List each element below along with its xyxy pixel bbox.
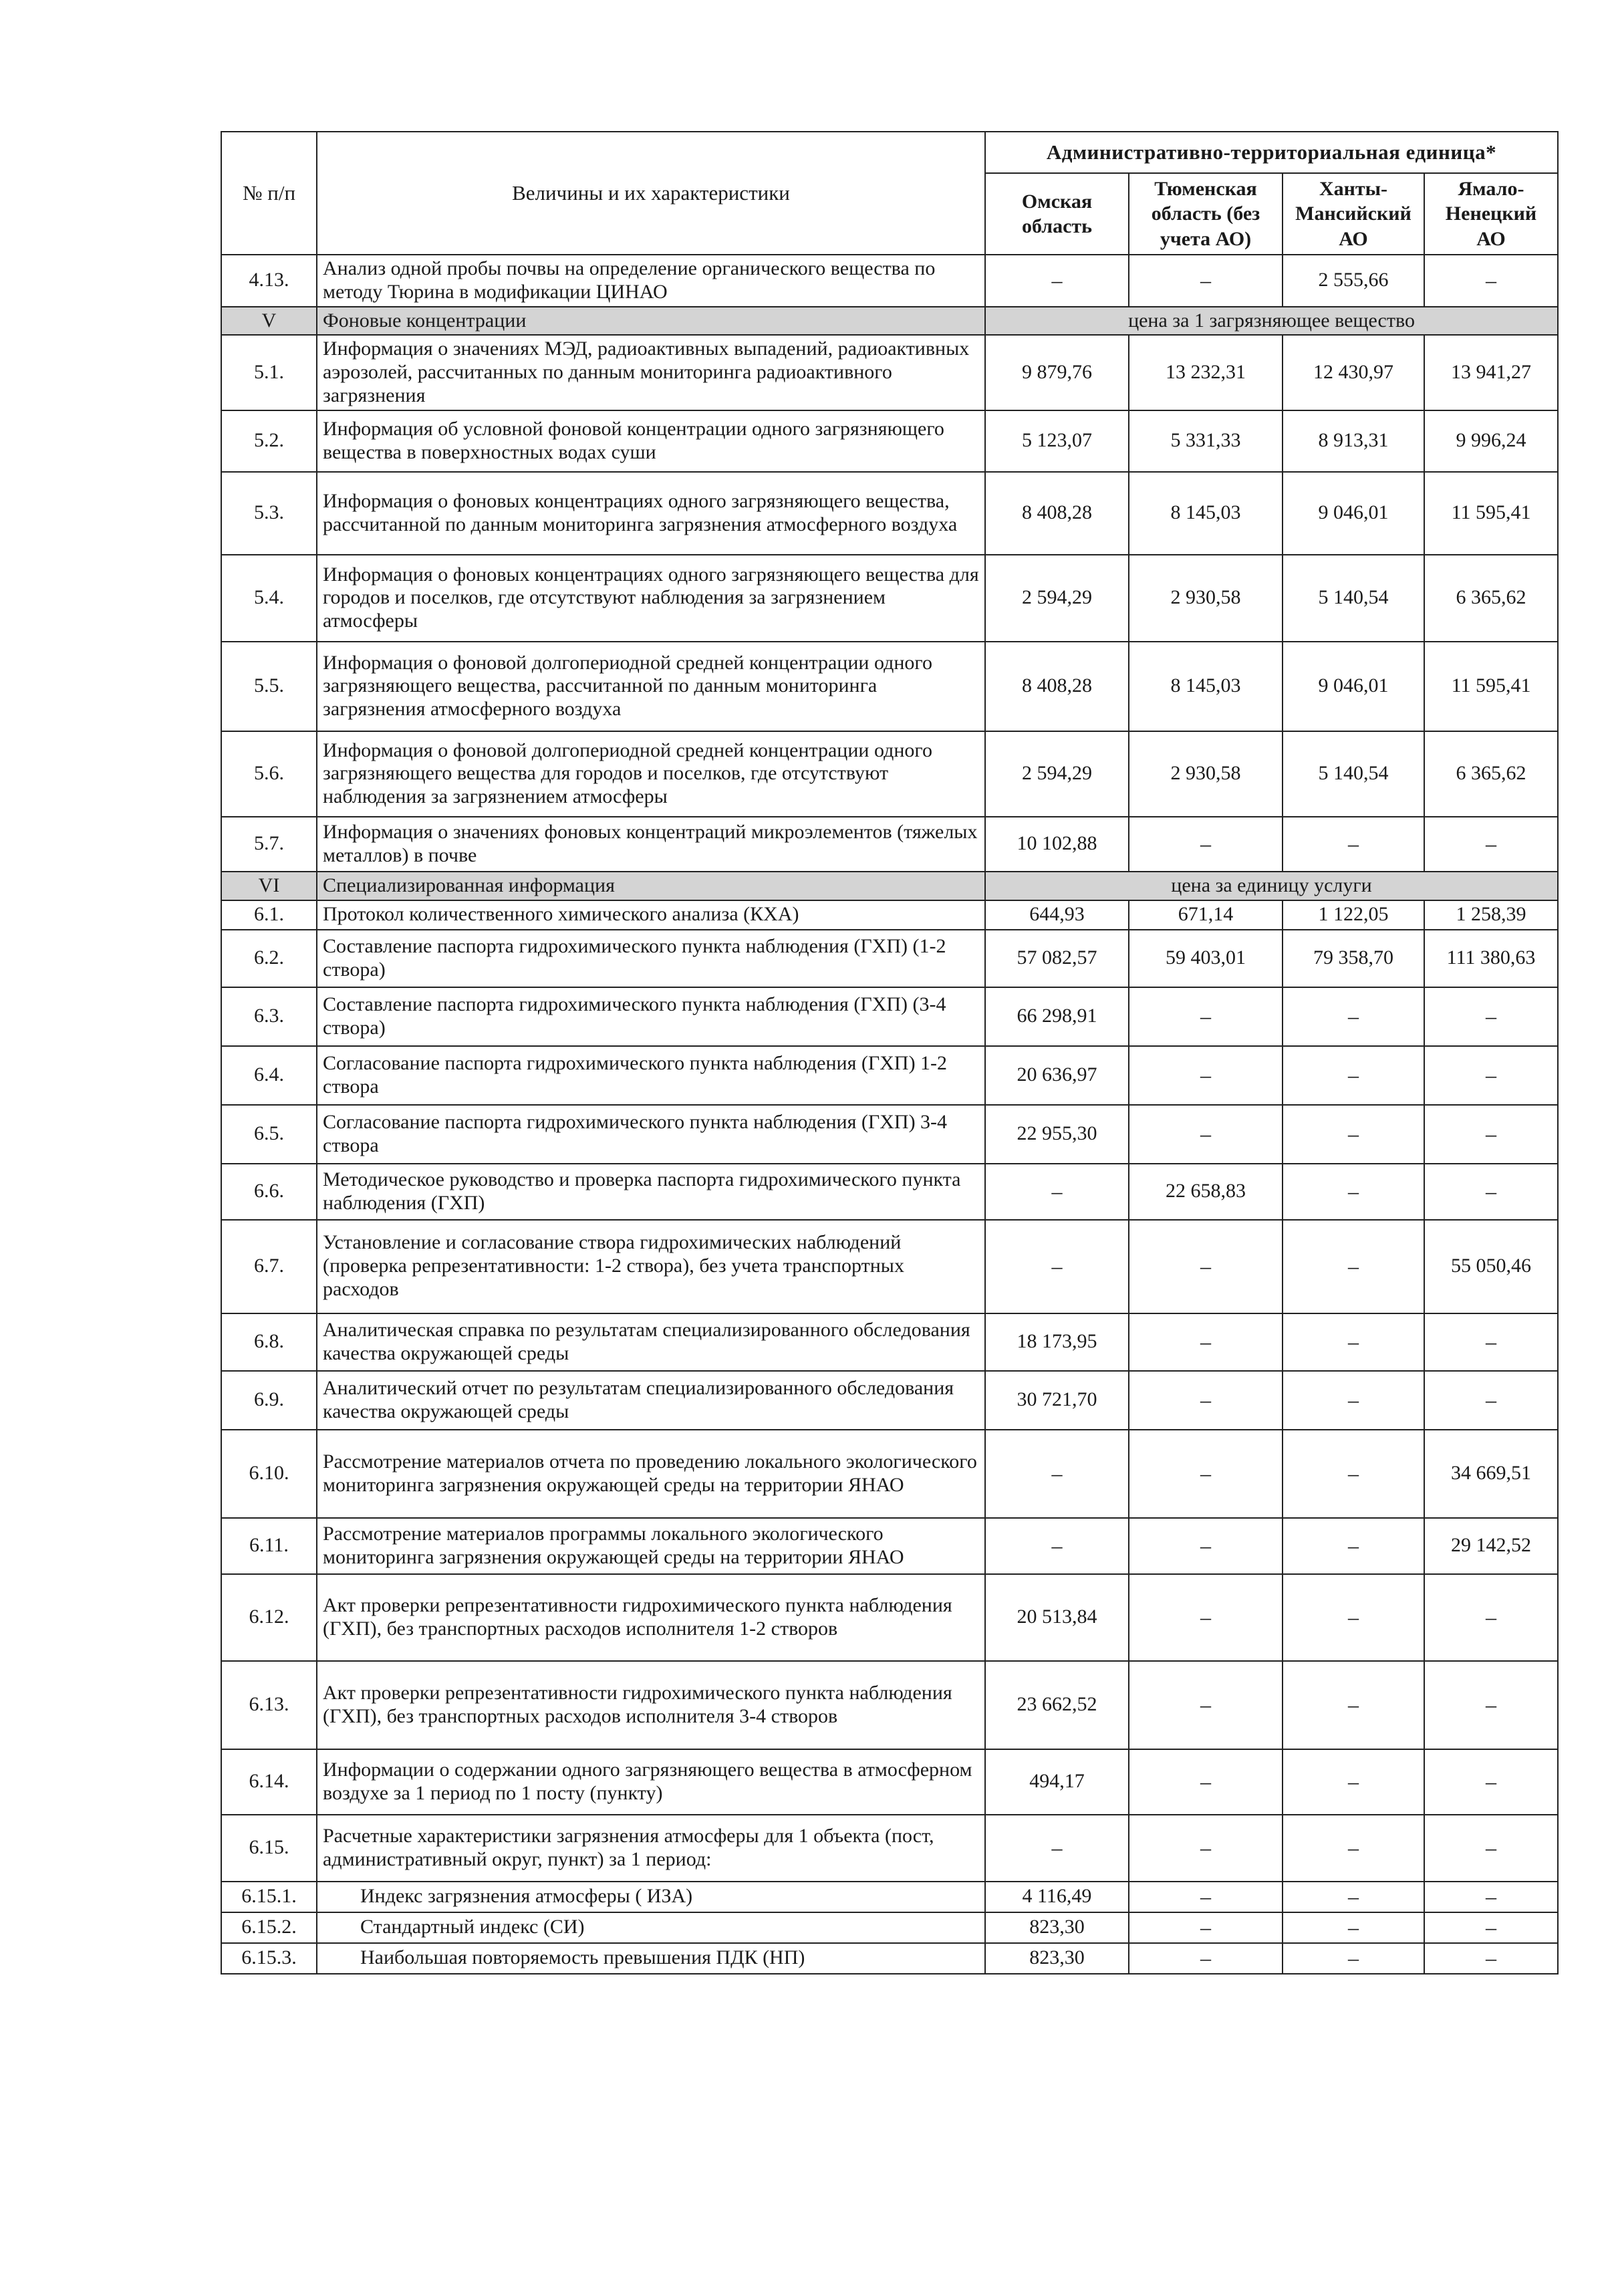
value-khmao: –: [1283, 1574, 1424, 1661]
value-omsk: 2 594,29: [985, 555, 1129, 642]
row-number: 5.3.: [221, 472, 317, 555]
table-row: [221, 1105, 1558, 1164]
value-yanao: –: [1424, 1661, 1558, 1749]
table-row: [221, 1371, 1558, 1430]
row-description: Стандартный индекс (СИ): [317, 1912, 985, 1943]
value-omsk: 8 408,28: [985, 642, 1129, 731]
value-khmao: –: [1283, 1046, 1424, 1105]
value-omsk: 66 298,91: [985, 987, 1129, 1046]
row-description: Анализ одной пробы почвы на определение органического вещества по методу Тюрина в модификации ЦИНАО: [317, 255, 985, 307]
row-number: 6.8.: [221, 1313, 317, 1371]
header-num: № п/п: [221, 132, 317, 255]
row-description: Рассмотрение материалов программы локального экологического мониторинга загрязнения окружающей среды на территории ЯНАО: [317, 1518, 985, 1574]
value-omsk: 9 879,76: [985, 335, 1129, 410]
value-tyumen: 2 930,58: [1129, 731, 1283, 817]
row-description: Акт проверки репрезентативности гидрохимического пункта наблюдения (ГХП), без транспортных расходов исполнителя 1-2 створов: [317, 1574, 985, 1661]
table-row: [221, 1661, 1558, 1749]
value-tyumen: –: [1129, 817, 1283, 872]
value-yanao: 6 365,62: [1424, 731, 1558, 817]
value-omsk: –: [985, 1518, 1129, 1574]
value-omsk: 494,17: [985, 1749, 1129, 1815]
value-yanao: –: [1424, 1749, 1558, 1815]
value-omsk: 10 102,88: [985, 817, 1129, 872]
value-khmao: 9 046,01: [1283, 642, 1424, 731]
value-khmao: –: [1283, 1105, 1424, 1164]
table-row: [221, 410, 1558, 472]
row-number: 5.5.: [221, 642, 317, 731]
section-row: [221, 307, 1558, 336]
row-description: Информация о фоновых концентрациях одного загрязняющего вещества для городов и поселков, где отсутствуют наблюдения за загрязнением атмосферы: [317, 555, 985, 642]
value-omsk: 30 721,70: [985, 1371, 1129, 1430]
row-number: 6.3.: [221, 987, 317, 1046]
value-yanao: –: [1424, 1046, 1558, 1105]
row-description: Наибольшая повторяемость превышения ПДК (НП): [317, 1943, 985, 1974]
value-tyumen: –: [1129, 987, 1283, 1046]
row-number: 6.12.: [221, 1574, 317, 1661]
value-yanao: 13 941,27: [1424, 335, 1558, 410]
row-number: 6.10.: [221, 1430, 317, 1518]
value-omsk: 823,30: [985, 1912, 1129, 1943]
table-row: [221, 1912, 1558, 1943]
value-khmao: –: [1283, 1313, 1424, 1371]
value-yanao: 6 365,62: [1424, 555, 1558, 642]
row-number: 6.5.: [221, 1105, 317, 1164]
value-yanao: –: [1424, 1164, 1558, 1220]
row-number: 6.15.2.: [221, 1912, 317, 1943]
value-tyumen: 2 930,58: [1129, 555, 1283, 642]
table-row: [221, 1046, 1558, 1105]
row-number: 4.13.: [221, 255, 317, 307]
value-khmao: –: [1283, 1749, 1424, 1815]
table-row: [221, 1313, 1558, 1371]
value-omsk: 644,93: [985, 900, 1129, 930]
value-yanao: –: [1424, 1371, 1558, 1430]
value-omsk: 20 636,97: [985, 1046, 1129, 1105]
value-tyumen: 59 403,01: [1129, 930, 1283, 987]
value-yanao: –: [1424, 1313, 1558, 1371]
value-omsk: –: [985, 1815, 1129, 1882]
row-number: 6.4.: [221, 1046, 317, 1105]
value-tyumen: 671,14: [1129, 900, 1283, 930]
value-tyumen: –: [1129, 1882, 1283, 1912]
value-khmao: –: [1283, 1518, 1424, 1574]
value-tyumen: –: [1129, 1430, 1283, 1518]
value-yanao: –: [1424, 1912, 1558, 1943]
value-tyumen: –: [1129, 1518, 1283, 1574]
header-admin-unit: Административно-территориальная единица*: [985, 132, 1558, 173]
row-description: Информация о значениях фоновых концентраций микроэлементов (тяжелых металлов) в почве: [317, 817, 985, 872]
value-yanao: 11 595,41: [1424, 642, 1558, 731]
row-description: Акт проверки репрезентативности гидрохимического пункта наблюдения (ГХП), без транспортных расходов исполнителя 3-4 створов: [317, 1661, 985, 1749]
row-number: 6.11.: [221, 1518, 317, 1574]
header-row-top: [221, 132, 1558, 173]
value-tyumen: 22 658,83: [1129, 1164, 1283, 1220]
row-number: 5.1.: [221, 335, 317, 410]
table-row: [221, 817, 1558, 872]
value-omsk: 23 662,52: [985, 1661, 1129, 1749]
value-khmao: –: [1283, 817, 1424, 872]
value-khmao: 8 913,31: [1283, 410, 1424, 472]
table-row: [221, 642, 1558, 731]
table-row: [221, 1574, 1558, 1661]
value-khmao: 79 358,70: [1283, 930, 1424, 987]
row-description: Протокол количественного химического анализа (КХА): [317, 900, 985, 930]
row-number: 6.15.1.: [221, 1882, 317, 1912]
section-row: [221, 872, 1558, 900]
value-omsk: 22 955,30: [985, 1105, 1129, 1164]
value-omsk: –: [985, 1164, 1129, 1220]
row-number: 6.6.: [221, 1164, 317, 1220]
value-khmao: 5 140,54: [1283, 731, 1424, 817]
value-khmao: 2 555,66: [1283, 255, 1424, 307]
table-row: [221, 472, 1558, 555]
value-khmao: –: [1283, 1943, 1424, 1974]
row-description: Информация о фоновой долгопериодной средней концентрации одного загрязняющего вещества для городов и поселков, где отсутствуют наблюдения за загрязнением атмосферы: [317, 731, 985, 817]
row-description: Расчетные характеристики загрязнения атмосферы для 1 объекта (пост, административный округ, пункт) за 1 период:: [317, 1815, 985, 1882]
row-description: Информация о фоновых концентрациях одного загрязняющего вещества, рассчитанной по данным мониторинга загрязнения атмосферного воздуха: [317, 472, 985, 555]
value-yanao: –: [1424, 255, 1558, 307]
row-description: Рассмотрение материалов отчета по проведению локального экологического мониторинга загрязнения окружающей среды на территории ЯНАО: [317, 1430, 985, 1518]
value-tyumen: –: [1129, 1815, 1283, 1882]
row-description: Составление паспорта гидрохимического пункта наблюдения (ГХП) (1-2 створа): [317, 930, 985, 987]
value-yanao: –: [1424, 1882, 1558, 1912]
row-description: Информация о фоновой долгопериодной средней концентрации одного загрязняющего вещества, рассчитанной по данным мониторинга загрязнения атмосферного воздуха: [317, 642, 985, 731]
header-region-tyumen: Тюменская область (без учета АО): [1129, 173, 1283, 255]
value-yanao: –: [1424, 1574, 1558, 1661]
value-khmao: –: [1283, 1815, 1424, 1882]
value-khmao: 5 140,54: [1283, 555, 1424, 642]
row-description: Установление и согласование створа гидрохимических наблюдений (проверка репрезентативности: 1-2 створа), без учета транспортных расходов: [317, 1220, 985, 1313]
value-tyumen: –: [1129, 255, 1283, 307]
section-title: Специализированная информация: [317, 872, 985, 900]
row-description: Согласование паспорта гидрохимического пункта наблюдения (ГХП) 1-2 створа: [317, 1046, 985, 1105]
value-yanao: –: [1424, 1943, 1558, 1974]
value-tyumen: –: [1129, 1912, 1283, 1943]
value-tyumen: –: [1129, 1046, 1283, 1105]
table-row: [221, 335, 1558, 410]
row-number: 6.1.: [221, 900, 317, 930]
table-row: [221, 900, 1558, 930]
value-yanao: 111 380,63: [1424, 930, 1558, 987]
value-tyumen: –: [1129, 1574, 1283, 1661]
value-khmao: –: [1283, 1371, 1424, 1430]
section-title: Фоновые концентрации: [317, 307, 985, 336]
section-number: V: [221, 307, 317, 336]
value-tyumen: –: [1129, 1105, 1283, 1164]
row-number: 5.4.: [221, 555, 317, 642]
row-description: Аналитический отчет по результатам специализированного обследования качества окружающей среды: [317, 1371, 985, 1430]
table-row: [221, 1815, 1558, 1882]
row-description: Индекс загрязнения атмосферы ( ИЗА): [317, 1882, 985, 1912]
value-tyumen: –: [1129, 1943, 1283, 1974]
value-khmao: –: [1283, 1882, 1424, 1912]
value-yanao: 11 595,41: [1424, 472, 1558, 555]
value-tyumen: –: [1129, 1371, 1283, 1430]
header-region-omsk: Омская область: [985, 173, 1129, 255]
value-yanao: –: [1424, 817, 1558, 872]
value-omsk: 8 408,28: [985, 472, 1129, 555]
section-number: VI: [221, 872, 317, 900]
table-body: [221, 255, 1558, 1974]
header-region-khmao: Ханты-Мансийский АО: [1283, 173, 1424, 255]
value-khmao: –: [1283, 1164, 1424, 1220]
value-tyumen: 13 232,31: [1129, 335, 1283, 410]
table-row: [221, 255, 1558, 307]
header-description: Величины и их характеристики: [317, 132, 985, 255]
row-number: 5.6.: [221, 731, 317, 817]
table-row: [221, 1430, 1558, 1518]
value-yanao: 29 142,52: [1424, 1518, 1558, 1574]
row-description: Информация об условной фоновой концентрации одного загрязняющего вещества в поверхностных водах суши: [317, 410, 985, 472]
table-row: [221, 987, 1558, 1046]
value-yanao: –: [1424, 1105, 1558, 1164]
row-number: 5.7.: [221, 817, 317, 872]
value-tyumen: –: [1129, 1749, 1283, 1815]
table-row: [221, 1220, 1558, 1313]
value-omsk: 20 513,84: [985, 1574, 1129, 1661]
value-yanao: –: [1424, 1815, 1558, 1882]
table-row: [221, 1164, 1558, 1220]
value-khmao: –: [1283, 987, 1424, 1046]
value-khmao: 1 122,05: [1283, 900, 1424, 930]
table-row: [221, 930, 1558, 987]
row-description: Информация о значениях МЭД, радиоактивных выпадений, радиоактивных аэрозолей, рассчитанных по данным мониторинга радиоактивного загрязнения: [317, 335, 985, 410]
value-tyumen: –: [1129, 1313, 1283, 1371]
row-description: Согласование паспорта гидрохимического пункта наблюдения (ГХП) 3-4 створа: [317, 1105, 985, 1164]
value-tyumen: –: [1129, 1220, 1283, 1313]
value-omsk: 2 594,29: [985, 731, 1129, 817]
value-omsk: 5 123,07: [985, 410, 1129, 472]
value-khmao: 9 046,01: [1283, 472, 1424, 555]
value-tyumen: 8 145,03: [1129, 472, 1283, 555]
value-tyumen: –: [1129, 1661, 1283, 1749]
table-row: [221, 1749, 1558, 1815]
row-number: 6.15.3.: [221, 1943, 317, 1974]
value-omsk: 18 173,95: [985, 1313, 1129, 1371]
value-khmao: 12 430,97: [1283, 335, 1424, 410]
value-yanao: 9 996,24: [1424, 410, 1558, 472]
row-number: 6.15.: [221, 1815, 317, 1882]
section-price-note: цена за единицу услуги: [985, 872, 1558, 900]
row-number: 6.13.: [221, 1661, 317, 1749]
table-row: [221, 555, 1558, 642]
value-khmao: –: [1283, 1220, 1424, 1313]
value-tyumen: 5 331,33: [1129, 410, 1283, 472]
price-table: [221, 131, 1559, 1974]
section-price-note: цена за 1 загрязняющее вещество: [985, 307, 1558, 336]
row-number: 6.14.: [221, 1749, 317, 1815]
row-number: 6.9.: [221, 1371, 317, 1430]
value-omsk: 4 116,49: [985, 1882, 1129, 1912]
row-number: 5.2.: [221, 410, 317, 472]
value-yanao: 55 050,46: [1424, 1220, 1558, 1313]
value-yanao: 34 669,51: [1424, 1430, 1558, 1518]
value-omsk: 57 082,57: [985, 930, 1129, 987]
row-number: 6.2.: [221, 930, 317, 987]
header-region-yanao: Ямало-Ненецкий АО: [1424, 173, 1558, 255]
value-khmao: –: [1283, 1912, 1424, 1943]
value-yanao: 1 258,39: [1424, 900, 1558, 930]
value-omsk: 823,30: [985, 1943, 1129, 1974]
value-yanao: –: [1424, 987, 1558, 1046]
row-description: Методическое руководство и проверка паспорта гидрохимического пункта наблюдения (ГХП): [317, 1164, 985, 1220]
row-description: Информации о содержании одного загрязняющего вещества в атмосферном воздухе за 1 период по 1 посту (пункту): [317, 1749, 985, 1815]
row-description: Аналитическая справка по результатам специализированного обследования качества окружающей среды: [317, 1313, 985, 1371]
value-omsk: –: [985, 1430, 1129, 1518]
table-row: [221, 1518, 1558, 1574]
value-omsk: –: [985, 1220, 1129, 1313]
value-omsk: –: [985, 255, 1129, 307]
table-row: [221, 731, 1558, 817]
table-row: [221, 1882, 1558, 1912]
row-description: Составление паспорта гидрохимического пункта наблюдения (ГХП) (3-4 створа): [317, 987, 985, 1046]
value-khmao: –: [1283, 1430, 1424, 1518]
table-row: [221, 1943, 1558, 1974]
value-khmao: –: [1283, 1661, 1424, 1749]
row-number: 6.7.: [221, 1220, 317, 1313]
value-tyumen: 8 145,03: [1129, 642, 1283, 731]
